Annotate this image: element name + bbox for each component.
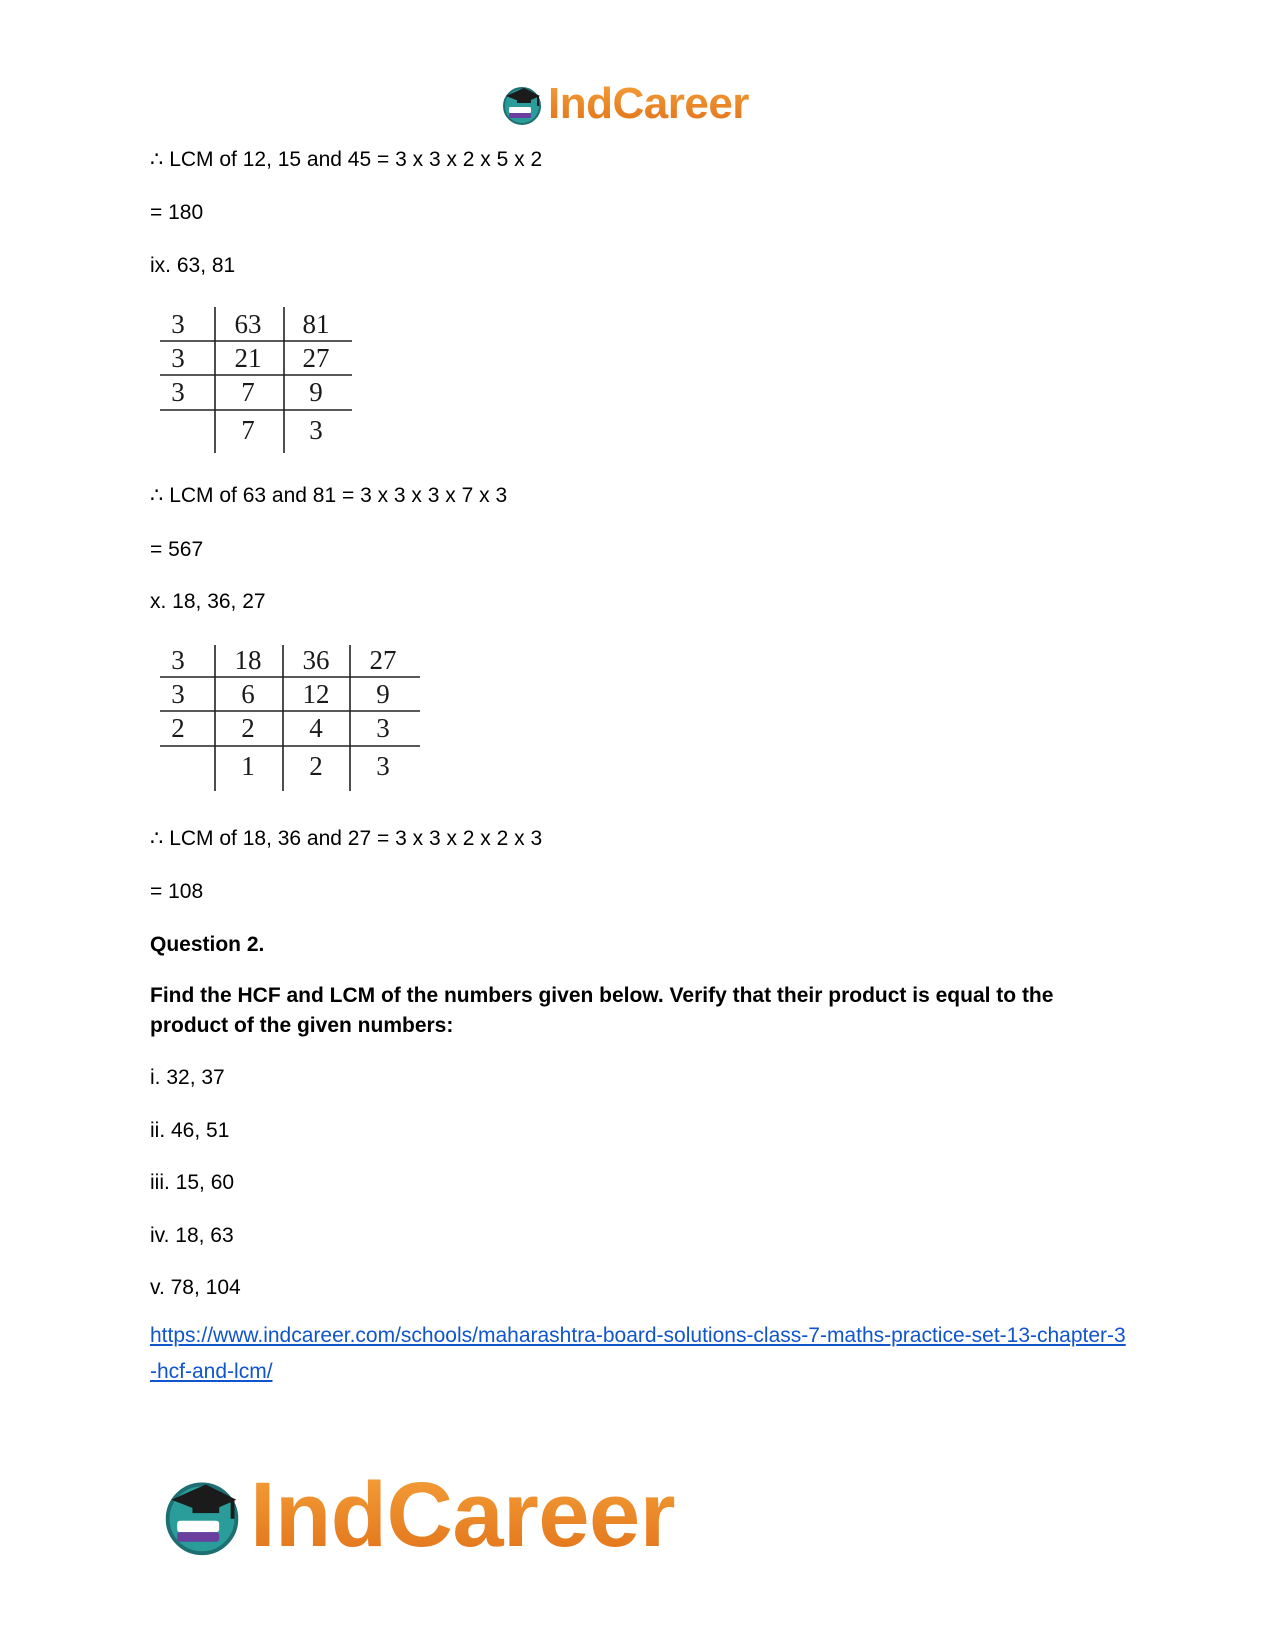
table-ix-cell: 7 bbox=[241, 415, 255, 445]
table-x-cell: 18 bbox=[234, 645, 262, 675]
table-x-cell: 2 bbox=[171, 713, 185, 743]
table-ix-cell: 81 bbox=[302, 309, 330, 339]
lcm-12-15-45-line: ∴ LCM of 12, 15 and 45 = 3 x 3 x 2 x 5 x 2 bbox=[150, 148, 543, 171]
source-link[interactable]: https://www.indcareer.com/schools/maharashtra-board-solutions-class-7-maths-practice-set-13-chapter-3-hcf-and-lcm/ bbox=[150, 1324, 1126, 1383]
footer-logo bbox=[160, 1463, 675, 1566]
q2-item-i: i. 32, 37 bbox=[150, 1066, 225, 1089]
table-ix-cell: 3 bbox=[309, 415, 323, 445]
question-text: Find the HCF and LCM of the numbers given below. Verify that their product is equal to the product of the given numbers: bbox=[150, 984, 1054, 1037]
table-ix-cell: 3 bbox=[171, 377, 185, 407]
table-x-cell: 6 bbox=[241, 679, 255, 709]
table-ix-cell: 3 bbox=[171, 309, 185, 339]
division-table-ix bbox=[160, 305, 360, 455]
item-ix-label: ix. 63, 81 bbox=[150, 254, 236, 277]
table-x-cell: 3 bbox=[376, 751, 390, 781]
header-logo bbox=[500, 80, 749, 128]
q2-item-iii: iii. 15, 60 bbox=[150, 1171, 235, 1194]
table-x-cell: 9 bbox=[376, 679, 390, 709]
table-ix-cell: 3 bbox=[171, 343, 185, 373]
q2-item-iv: iv. 18, 63 bbox=[150, 1224, 234, 1247]
question-heading: Question 2. bbox=[150, 933, 265, 956]
table-x-cell: 27 bbox=[369, 645, 397, 675]
division-table-x bbox=[160, 643, 430, 793]
table-x-cell: 3 bbox=[376, 713, 390, 743]
lcm-18-36-27-line: ∴ LCM of 18, 36 and 27 = 3 x 3 x 2 x 2 x 3 bbox=[150, 827, 543, 850]
table-x-cell: 2 bbox=[309, 751, 323, 781]
logo-wordmark-large: IndCareer bbox=[250, 1463, 675, 1566]
logo-wordmark: IndCareer bbox=[548, 79, 749, 128]
table-x-cell: 3 bbox=[171, 645, 185, 675]
table-ix-cell: 63 bbox=[234, 309, 262, 339]
table-ix-cell: 7 bbox=[241, 377, 255, 407]
lcm-63-81-line: ∴ LCM of 63 and 81 = 3 x 3 x 3 x 7 x 3 bbox=[150, 484, 508, 507]
result-567: = 567 bbox=[150, 538, 204, 561]
table-ix-cell: 21 bbox=[234, 343, 262, 373]
table-x-cell: 3 bbox=[171, 679, 185, 709]
item-x-label: x. 18, 36, 27 bbox=[150, 590, 266, 613]
result-108: = 108 bbox=[150, 880, 204, 903]
table-ix-cell: 27 bbox=[302, 343, 330, 373]
table-x-cell: 36 bbox=[302, 645, 330, 675]
table-x-cell: 12 bbox=[302, 679, 330, 709]
q2-item-v: v. 78, 104 bbox=[150, 1276, 241, 1299]
table-x-cell: 4 bbox=[309, 713, 323, 743]
result-180: = 180 bbox=[150, 201, 204, 224]
table-x-cell: 2 bbox=[241, 713, 255, 743]
graduation-cap-globe-icon bbox=[160, 1473, 244, 1557]
graduation-cap-globe-icon bbox=[500, 82, 544, 126]
table-ix-cell: 9 bbox=[309, 377, 323, 407]
q2-item-ii: ii. 46, 51 bbox=[150, 1119, 230, 1142]
table-x-cell: 1 bbox=[241, 751, 255, 781]
